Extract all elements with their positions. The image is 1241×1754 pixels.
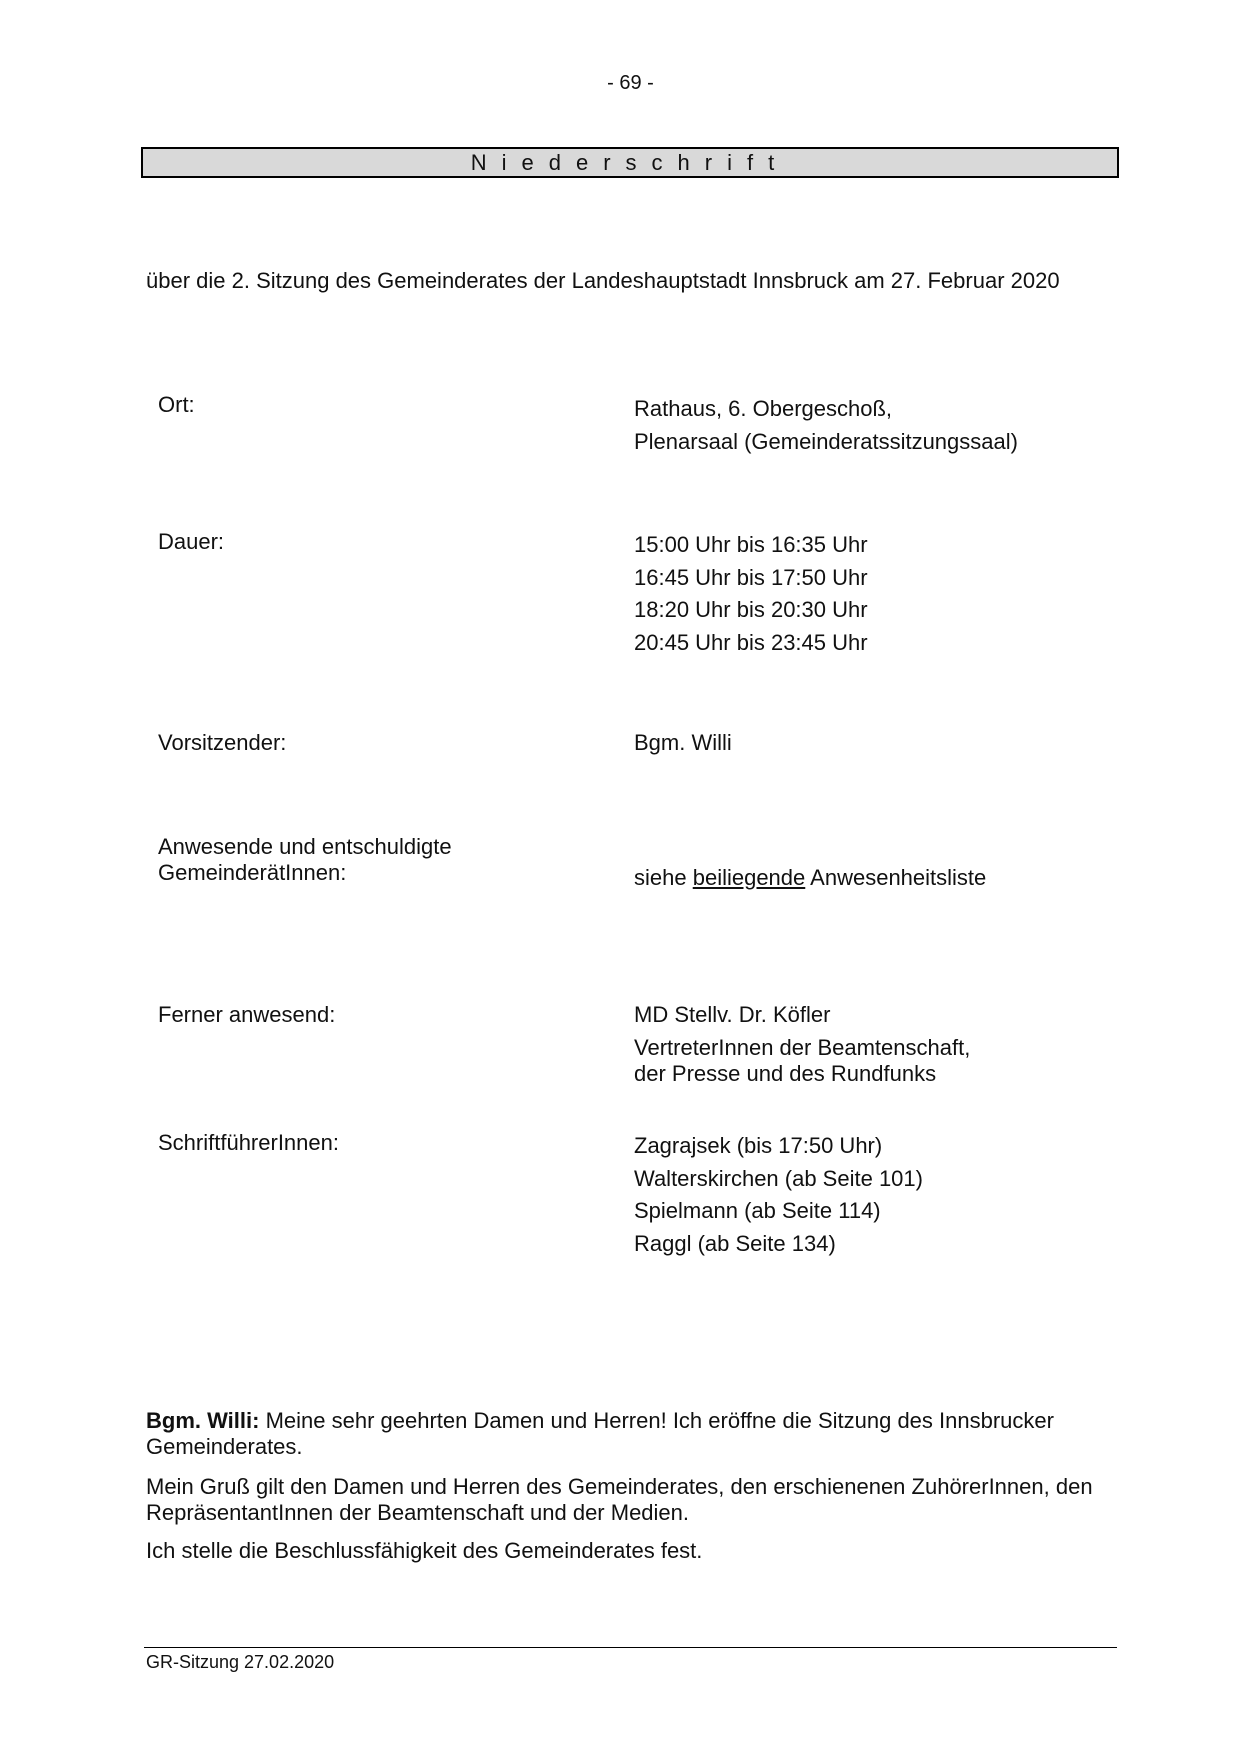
ferner-value (634, 1002, 970, 1087)
schriftfuehrer-value (634, 1130, 923, 1261)
footer-text: GR-Sitzung 27.02.2020 (146, 1652, 335, 1672)
dauer-line-2: 16:45 Uhr bis 17:50 Uhr (634, 564, 868, 590)
paragraph-3: Ich stelle die Beschlussfähigkeit des Gemeinderates fest. (146, 1538, 703, 1563)
page-number: - 69 - (607, 72, 654, 94)
paragraph-1 (146, 1408, 1106, 1460)
vorsitzender-value: Bgm. Willi (634, 730, 732, 755)
speaker-name: Bgm. Willi: (146, 1408, 260, 1433)
anwesende-label (158, 834, 452, 886)
paragraph-1-text: Meine sehr geehrten Damen und Herren! Ich eröffne die Sitzung des Innsbrucker Gemeinderates. (146, 1408, 1054, 1459)
ort-value (634, 392, 1018, 458)
ort-line-2: Plenarsaal (Gemeinderatssitzungssaal) (634, 429, 1018, 454)
ort-label: Ort: (158, 392, 195, 417)
schriftfuehrer-line-2: Walterskirchen (ab Seite 101) (634, 1165, 923, 1191)
anwesende-value-underlined: beiliegende (692, 865, 806, 890)
anwesende-value-suffix: Anwesenheitsliste (810, 865, 987, 890)
schriftfuehrer-line-3: Spielmann (ab Seite 114) (634, 1198, 881, 1224)
schriftfuehrer-line-4: Raggl (ab Seite 134) (634, 1231, 836, 1257)
intro-line: über die 2. Sitzung des Gemeinderates der Landeshauptstadt Innsbruck am 27. Februar 2020 (146, 268, 1060, 293)
anwesende-label-line-2: GemeinderätInnen: (158, 860, 347, 885)
ferner-line-1: MD Stellv. Dr. Köfler (634, 1002, 831, 1027)
dauer-value (634, 529, 868, 660)
schriftfuehrer-line-1: Zagrajsek (bis 17:50 Uhr) (634, 1133, 883, 1158)
dauer-line-4: 20:45 Uhr bis 23:45 Uhr (634, 630, 868, 656)
dauer-line-3: 18:20 Uhr bis 20:30 Uhr (634, 597, 868, 623)
anwesende-value-prefix: siehe (634, 865, 687, 890)
anwesende-label-line-1: Anwesende und entschuldigte (158, 834, 452, 859)
anwesende-value (634, 865, 986, 891)
footer-divider (144, 1647, 1117, 1648)
ort-line-1: Rathaus, 6. Obergeschoß, (634, 396, 893, 421)
vorsitzender-label: Vorsitzender: (158, 730, 287, 755)
schriftfuehrer-label: SchriftführerInnen: (158, 1130, 339, 1155)
ferner-line-2: VertreterInnen der Beamtenschaft, (634, 1035, 971, 1060)
dauer-label: Dauer: (158, 529, 225, 554)
dauer-line-1: 15:00 Uhr bis 16:35 Uhr (634, 532, 868, 557)
ferner-label: Ferner anwesend: (158, 1002, 336, 1027)
ferner-line-3: der Presse und des Rundfunks (634, 1061, 937, 1086)
paragraph-2: Mein Gruß gilt den Damen und Herren des Gemeinderates, den erschienenen ZuhörerInnen, den RepräsentantInnen der Beamtenschaft und der Medien. (146, 1474, 1093, 1525)
document-title: Niederschrift (141, 147, 1119, 178)
